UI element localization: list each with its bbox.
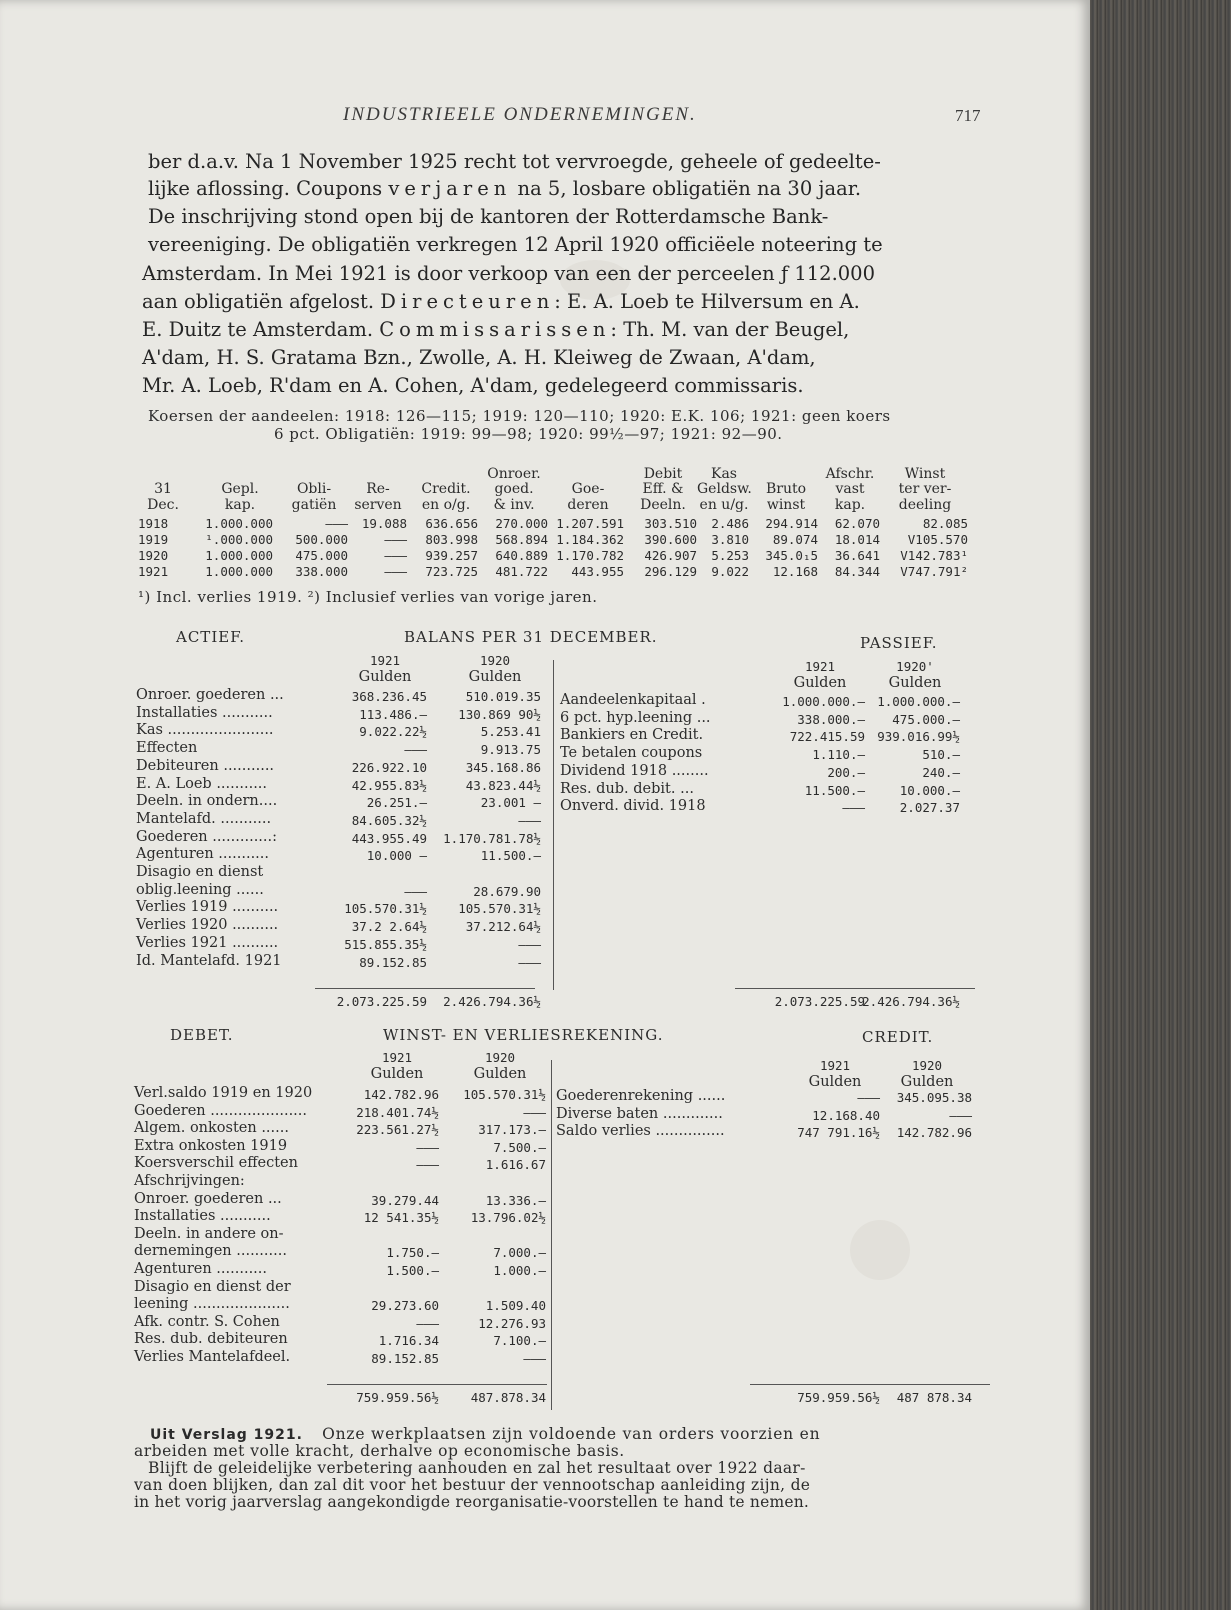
- row-value: 1.000.—: [493, 1263, 546, 1278]
- row-value: 39.279.44: [371, 1192, 439, 1208]
- row-label: Id. Mantelafd. 1921: [136, 952, 282, 969]
- row-value: 142.782.96: [363, 1087, 439, 1102]
- stats-cell: 636.656: [425, 516, 478, 531]
- stats-cell: 1921: [138, 564, 169, 579]
- row-value: 10.000 —: [366, 848, 427, 864]
- row-value: 338.000.—: [797, 711, 865, 727]
- row-label: Verlies 1919 ..........: [136, 899, 279, 916]
- intro-text: vereeniging. De obligatiën verkregen 12 April 1920 officiëele noteering te: [148, 233, 883, 256]
- stats-cell: ———: [384, 564, 407, 579]
- row-value: 1.110.—: [812, 747, 865, 763]
- year-label: 1920': [896, 659, 934, 674]
- row-value: 12.276.93: [478, 1315, 546, 1331]
- row-label: Disagio en dienst der: [134, 1278, 291, 1295]
- stats-cell: 1.000.000: [205, 516, 273, 531]
- winst-title: WINST- EN VERLIESREKENING.: [383, 1026, 664, 1044]
- winst-right-title: CREDIT.: [862, 1028, 934, 1046]
- unit-label: Gulden: [358, 669, 412, 685]
- stats-cell: 5.253: [711, 548, 749, 563]
- row-value: 1.170.781.78½: [443, 830, 541, 846]
- row-label: Te betalen coupons: [560, 745, 703, 762]
- intro-text: Mr. A. Loeb, R'dam en A. Cohen, A'dam, gedelegeerd commissaris.: [142, 374, 804, 397]
- row-value: 5.253.41: [480, 724, 541, 740]
- stats-cell: 345.0₁5: [765, 548, 818, 563]
- stats-header-cell: deren: [567, 497, 609, 513]
- verslag-line: Onze werkplaatsen zijn voldoende van orders voorzien en: [322, 1425, 821, 1443]
- total-value: 759.959.56½: [356, 1390, 439, 1405]
- row-value: ———: [518, 812, 541, 828]
- row-value: ———: [416, 1315, 439, 1331]
- stats-header-cell: Deeln.: [640, 497, 686, 513]
- row-label: leening .....................: [134, 1296, 290, 1313]
- obligatien-line: 6 pct. Obligatiën: 1919: 99—98; 1920: 99½—97; 1921: 92—90.: [274, 425, 783, 443]
- row-value: 89.152.85: [359, 954, 427, 970]
- row-value: 11.500.—: [804, 782, 865, 798]
- row-value: 29.273.60: [371, 1298, 439, 1314]
- row-label: Mantelafd. ...........: [136, 810, 272, 827]
- stats-cell: 1.184.362: [556, 532, 624, 547]
- winst-left-title: DEBET.: [170, 1026, 234, 1044]
- intro-line: [142, 290, 860, 313]
- stats-cell: 36.641: [834, 548, 880, 563]
- unit-label: Gulden: [888, 675, 942, 691]
- row-value: 9.022.22½: [359, 724, 427, 740]
- row-label: Aandeelenkapitaal .: [560, 692, 706, 708]
- intro-line: [142, 346, 816, 369]
- stats-cell: 19.088: [361, 516, 407, 531]
- spaced-term: Commissarissen: [379, 318, 611, 341]
- intro-text: De inschrijving stond open bij de kantoren der Rotterdamsche Bank-: [148, 205, 829, 228]
- row-label: oblig.leening ......: [136, 881, 264, 898]
- stats-cell: ¹.000.000: [205, 532, 273, 547]
- stats-cell: 500.000: [295, 532, 348, 547]
- stats-header-cell: Bruto: [765, 481, 807, 497]
- stats-cell: 481.722: [495, 564, 548, 579]
- row-value: 1.616.67: [485, 1157, 546, 1173]
- row-label: Onroer. goederen ...: [134, 1190, 282, 1207]
- stats-header-cell: Re-: [366, 481, 390, 497]
- stats-cell: 939.257: [425, 548, 478, 563]
- unit-label: Gulden: [473, 1066, 527, 1082]
- row-label: Extra onkosten 1919: [134, 1137, 288, 1154]
- row-label: Disagio en dienst: [136, 864, 264, 880]
- stats-header-cell: en o/g.: [421, 497, 471, 513]
- row-label: Onverd. divid. 1918: [560, 798, 706, 815]
- stats-footnote: ¹) Incl. verlies 1919. ²) Inclusief verlies van vorige jaren.: [138, 588, 598, 606]
- stats-header-cell: 31: [154, 481, 172, 497]
- row-label: E. A. Loeb ...........: [136, 775, 268, 792]
- row-label: Debiteuren ...........: [136, 757, 275, 774]
- row-label: Verlies 1920 ..........: [136, 917, 279, 934]
- total-value: 487 878.34: [896, 1390, 972, 1405]
- row-value: 42.955.83½: [351, 777, 427, 793]
- stats-header-cell: serven: [354, 497, 402, 513]
- row-label: Afschrijvingen:: [134, 1173, 245, 1189]
- row-value: ———: [523, 1351, 546, 1366]
- stats-header-cell: Obli-: [296, 481, 332, 497]
- total-value: 2.073.225.59: [336, 994, 427, 1009]
- row-value: 1.000.000.—: [782, 694, 865, 709]
- row-value: 37.2 2.64½: [351, 919, 427, 935]
- balans-right-title: PASSIEF.: [860, 634, 938, 652]
- stats-header-cell: ter ver-: [898, 481, 952, 497]
- intro-text: lijke aflossing. Coupons: [148, 177, 389, 200]
- stats-cell: 12.168: [772, 564, 818, 579]
- row-value: 1.500.—: [386, 1263, 439, 1278]
- balans-title: BALANS PER 31 DECEMBER.: [404, 628, 658, 646]
- row-value: 722.415.59: [789, 729, 865, 745]
- total-value: 487.878.34: [470, 1390, 546, 1405]
- stats-cell: ———: [384, 548, 407, 563]
- stats-cell: 1920: [138, 548, 169, 563]
- row-label: Deeln. in andere on-: [134, 1225, 284, 1242]
- unit-label: Gulden: [900, 1074, 954, 1090]
- row-label: Agenturen ...........: [134, 1261, 267, 1277]
- stats-header-cell: Debit: [643, 466, 683, 482]
- total-value: 759.959.56½: [797, 1390, 880, 1405]
- row-value: 510.019.35: [465, 689, 541, 704]
- row-value: 2.027.37: [899, 800, 960, 816]
- row-label: Goederen .....................: [134, 1102, 308, 1119]
- stats-cell: 84.344: [834, 564, 880, 579]
- intro-line: [142, 262, 875, 285]
- intro-line: [148, 205, 828, 228]
- row-value: ———: [518, 936, 541, 952]
- intro-line: [142, 374, 804, 397]
- intro-text: E. Duitz te Amsterdam.: [142, 318, 380, 341]
- row-label: Bankiers en Credit.: [560, 727, 704, 744]
- running-head: INDUSTRIEELE ONDERNEMINGEN.: [343, 104, 697, 125]
- row-value: ———: [523, 1104, 546, 1120]
- row-label: Effecten: [136, 740, 198, 757]
- row-value: 939.016.99½: [877, 729, 960, 745]
- row-value: 23.001 —: [480, 795, 541, 811]
- verslag-first-line: [150, 1424, 820, 1443]
- stats-header-cell: vast: [835, 481, 865, 497]
- unit-label: Gulden: [793, 675, 847, 691]
- row-label: Res. dub. debiteuren: [134, 1331, 288, 1348]
- stats-cell: 1919: [138, 532, 169, 547]
- row-value: 10.000.—: [899, 782, 960, 798]
- row-label: Verlies Mantelafdeel.: [134, 1349, 291, 1365]
- year-label: 1921: [369, 653, 401, 668]
- stats-cell: 62.070: [834, 516, 880, 531]
- stats-cell: 1.170.782: [556, 548, 624, 563]
- intro-line: [148, 150, 881, 173]
- row-value: 7.100.—: [493, 1333, 546, 1349]
- row-value: 130.869 90½: [458, 706, 541, 722]
- total-rule: [327, 1384, 547, 1385]
- row-value: 200.—: [827, 764, 865, 780]
- row-value: ———: [518, 954, 541, 970]
- paper-stain: [850, 1220, 910, 1280]
- intro-text: : E. A. Loeb te Hilversum en A.: [554, 290, 860, 313]
- row-label: Verlies 1921 ..........: [136, 934, 279, 951]
- row-label: Onroer. goederen ...: [136, 687, 284, 703]
- verslag-line: van doen blijken, dan zal dit voor het bestuur der vennootschap aanleiding zijn, de: [134, 1476, 811, 1494]
- row-value: 26.251.—: [366, 795, 427, 811]
- row-label: Koersverschil effecten: [134, 1155, 298, 1172]
- row-value: 510.—: [922, 747, 960, 763]
- row-value: ———: [404, 883, 427, 899]
- row-value: 105.570.31½: [344, 901, 427, 917]
- stats-cell: 3.810: [711, 532, 749, 547]
- stats-cell: 18.014: [834, 532, 880, 547]
- row-value: ———: [404, 742, 427, 758]
- row-value: 1.750.—: [386, 1245, 439, 1261]
- stats-cell: ———: [325, 516, 348, 531]
- row-label: Res. dub. debit. ...: [560, 780, 694, 797]
- row-value: ———: [857, 1090, 880, 1105]
- column-divider: [553, 660, 554, 990]
- intro-text: A'dam, H. S. Gratama Bzn., Zwolle, A. H. Kleiweg de Zwaan, A'dam,: [142, 346, 816, 369]
- row-value: 317.173.—: [478, 1122, 546, 1138]
- total-rule: [750, 1384, 990, 1385]
- unit-label: Gulden: [808, 1074, 862, 1090]
- stats-header-cell: Dec.: [147, 497, 179, 513]
- row-value: 218.401.74½: [356, 1104, 439, 1120]
- stats-cell: ———: [384, 532, 407, 547]
- row-value: 13.796.02½: [470, 1210, 546, 1226]
- stats-cell: 338.000: [295, 564, 348, 579]
- row-value: 747 791.16½: [797, 1125, 880, 1141]
- row-label: Afk. contr. S. Cohen: [134, 1313, 280, 1330]
- row-value: 443.955.49: [351, 830, 427, 846]
- row-value: ———: [416, 1157, 439, 1173]
- stats-cell: 390.600: [644, 532, 697, 547]
- verslag-line: in het vorig jaarverslag aangekondigde reorganisatie-voorstellen te hand te nemen.: [134, 1493, 810, 1511]
- row-value: 28.679.90: [473, 883, 541, 899]
- intro-text: ber d.a.v. Na 1 November 1925 recht tot vervroegde, geheele of gedeelte-: [148, 150, 881, 173]
- stats-header-cell: kap.: [224, 497, 256, 513]
- row-value: 105.570.31½: [463, 1087, 546, 1102]
- stats-header-cell: Goe-: [571, 481, 605, 497]
- stats-cell: 568.894: [495, 532, 548, 547]
- stats-cell: V747.791²: [900, 564, 968, 579]
- stats-header-cell: Afschr.: [825, 466, 875, 482]
- row-value: ———: [416, 1139, 439, 1155]
- stats-header-cell: Gepl.: [221, 481, 259, 497]
- row-value: 1.000.000.—: [877, 694, 960, 709]
- row-value: ———: [842, 800, 865, 816]
- row-label: Goederen .............:: [136, 828, 278, 845]
- stats-header-cell: Credit.: [421, 481, 471, 497]
- stats-cell: 1.000.000: [205, 564, 273, 579]
- row-value: 7.500.—: [493, 1139, 546, 1155]
- stats-header-cell: Geldsw.: [697, 481, 752, 497]
- row-value: 37.212.64½: [465, 919, 541, 935]
- stats-cell: 1.207.591: [556, 516, 624, 531]
- balans-left-title: ACTIEF.: [176, 628, 246, 646]
- row-label: Installaties ...........: [134, 1208, 271, 1225]
- intro-line: [148, 177, 861, 200]
- row-value: ———: [949, 1107, 972, 1123]
- column-divider: [551, 1060, 552, 1410]
- year-label: 1921: [804, 659, 836, 674]
- stats-header-cell: en u/g.: [699, 497, 749, 513]
- row-label: Installaties ...........: [136, 704, 273, 721]
- stats-header-cell: Onroer.: [487, 466, 541, 482]
- stats-cell: 475.000: [295, 548, 348, 563]
- year-label: 1921: [819, 1058, 851, 1073]
- koersen-line: Koersen der aandeelen: 1918: 126—115; 1919: 120—110; 1920: E.K. 106; 1921: geen koers: [148, 407, 891, 425]
- row-label: Deeln. in ondern....: [136, 793, 278, 810]
- stats-cell: 1.000.000: [205, 548, 273, 563]
- year-label: 1920: [484, 1050, 516, 1065]
- stats-header-cell: winst: [766, 497, 806, 513]
- row-value: 345.168.86: [465, 759, 541, 775]
- spaced-term: verjaren: [388, 177, 512, 200]
- total-rule: [315, 988, 535, 989]
- stats-header-cell: deeling: [898, 497, 952, 513]
- stats-cell: 443.955: [571, 564, 624, 579]
- stats-cell: 723.725: [425, 564, 478, 579]
- row-value: 9.913.75: [480, 742, 541, 758]
- total-value: 2.426.794.36½: [862, 994, 960, 1009]
- row-value: 113.486.—: [359, 706, 427, 722]
- stats-cell: 294.914: [765, 516, 818, 531]
- stats-cell: 2.486: [711, 516, 749, 531]
- row-label: 6 pct. hyp.leening ...: [560, 709, 711, 726]
- verslag-label: Uit Verslag 1921.: [150, 1427, 303, 1443]
- unit-label: Gulden: [468, 669, 522, 685]
- total-value: 2.073.225.59: [774, 994, 865, 1009]
- stats-header-cell: Kas: [711, 466, 737, 482]
- intro-text: na 5, losbare obligatiën na 30 jaar.: [511, 177, 862, 200]
- unit-label: Gulden: [370, 1066, 424, 1082]
- row-value: 1.716.34: [378, 1333, 439, 1349]
- row-label: Goederenrekening ......: [556, 1088, 726, 1104]
- intro-text: Amsterdam. In Mei 1921 is door verkoop van een der perceelen ƒ 112.000: [142, 262, 875, 285]
- stats-header-cell: Winst: [904, 466, 946, 482]
- row-label: Agenturen ...........: [136, 846, 269, 863]
- verslag-line: Blijft de geleidelijke verbetering aanhouden en zal het resultaat over 1922 daar-: [148, 1459, 806, 1477]
- row-value: 13.336.—: [485, 1192, 546, 1208]
- row-value: 515.855.35½: [344, 936, 427, 952]
- row-value: 142.782.96: [896, 1125, 972, 1141]
- row-label: Saldo verlies ...............: [556, 1123, 725, 1140]
- row-value: 84.605.32½: [351, 812, 427, 828]
- row-value: 89.152.85: [371, 1351, 439, 1366]
- row-label: Diverse baten .............: [556, 1105, 723, 1122]
- stats-cell: 89.074: [772, 532, 818, 547]
- row-value: 7.000.—: [493, 1245, 546, 1261]
- year-label: 1920: [479, 653, 511, 668]
- stats-cell: 426.907: [644, 548, 697, 563]
- row-value: 226.922.10: [351, 759, 427, 775]
- row-value: 11.500.—: [480, 848, 541, 864]
- row-value: 368.236.45: [351, 689, 427, 704]
- stats-cell: V142.783¹: [900, 548, 968, 563]
- row-label: Verl.saldo 1919 en 1920: [134, 1085, 313, 1101]
- stats-cell: 640.889: [495, 548, 548, 563]
- row-value: 223.561.27½: [356, 1122, 439, 1138]
- spaced-term: Directeuren: [380, 290, 555, 313]
- stats-cell: 296.129: [644, 564, 697, 579]
- stats-header-cell: Eff. &: [642, 481, 684, 497]
- row-value: 105.570.31½: [458, 901, 541, 917]
- stats-header-cell: kap.: [834, 497, 866, 513]
- stats-header-cell: gatiën: [291, 497, 337, 513]
- stats-header-cell: & inv.: [493, 497, 535, 513]
- row-value: 345.095.38: [896, 1090, 972, 1105]
- row-value: 12 541.35½: [363, 1210, 439, 1226]
- row-value: 12.168.40: [812, 1107, 880, 1123]
- row-label: Dividend 1918 ........: [560, 762, 709, 779]
- year-label: 1920: [911, 1058, 943, 1073]
- row-value: 43.823.44½: [465, 777, 541, 793]
- stats-cell: 9.022: [711, 564, 749, 579]
- stats-cell: 803.998: [425, 532, 478, 547]
- total-value: 2.426.794.36½: [443, 994, 541, 1009]
- intro-text: aan obligatiën afgelost.: [142, 290, 381, 313]
- intro-line: [142, 318, 849, 341]
- page-number: 717: [955, 106, 981, 125]
- total-rule: [735, 988, 975, 989]
- row-label: dernemingen ...........: [134, 1243, 287, 1260]
- verslag-line: arbeiden met volle kracht, derhalve op economische basis.: [134, 1442, 625, 1460]
- stats-cell: 82.085: [922, 516, 968, 531]
- book-spine: [1090, 0, 1231, 1610]
- stats-cell: 270.000: [495, 516, 548, 531]
- year-label: 1921: [381, 1050, 413, 1065]
- row-value: 1.509.40: [485, 1298, 546, 1314]
- intro-text: : Th. M. van der Beugel,: [610, 318, 850, 341]
- stats-cell: 1918: [138, 516, 169, 531]
- row-label: Algem. onkosten ......: [134, 1120, 289, 1137]
- row-label: Kas .......................: [136, 722, 274, 739]
- row-value: 475.000.—: [892, 711, 960, 727]
- stats-cell: V105.570: [907, 532, 968, 547]
- row-value: 240.—: [922, 764, 960, 780]
- intro-line: [148, 233, 883, 256]
- stats-header-cell: goed.: [494, 481, 534, 497]
- stats-cell: 303.510: [644, 516, 697, 531]
